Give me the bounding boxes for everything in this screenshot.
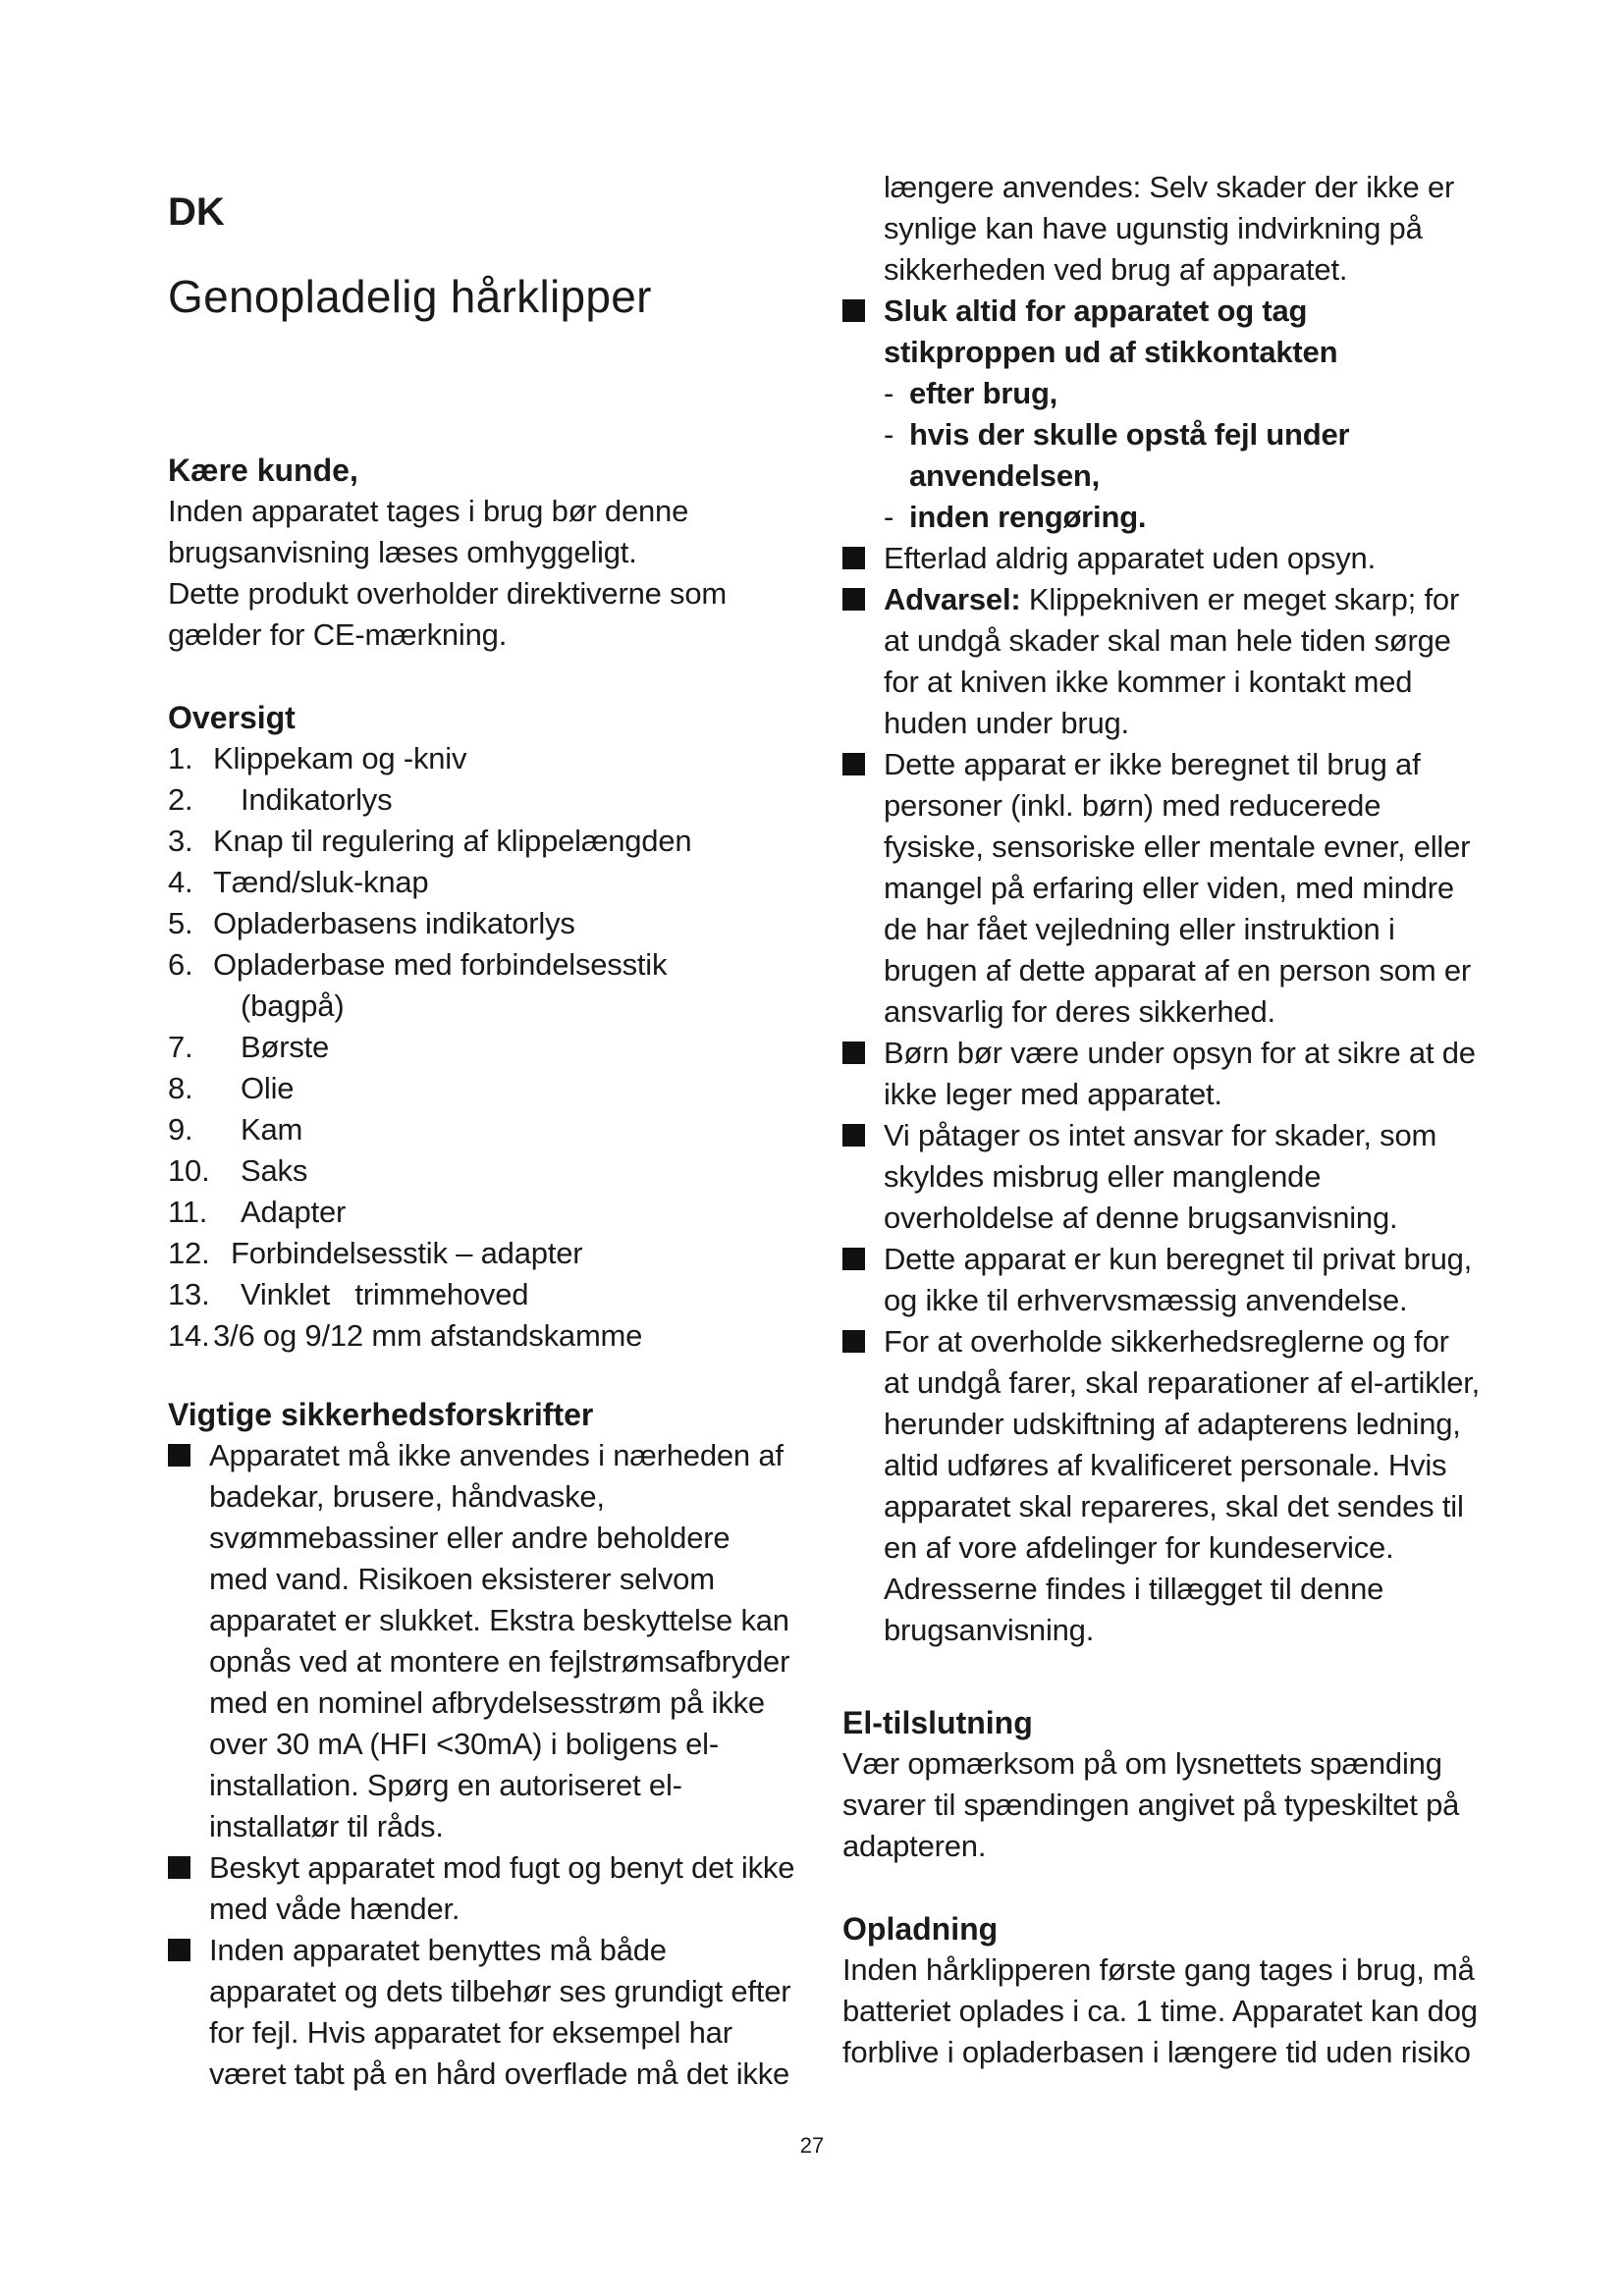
item-text: Kam [241,1112,303,1147]
item-text: Olie [241,1071,295,1105]
greeting-heading: Kære kunde, [168,453,358,488]
item-text: (bagpå) [241,988,345,1023]
bullet-item-unplug [842,291,1481,538]
list-item [168,1027,796,1068]
electrical-heading: El-tilslutning [842,1705,1033,1740]
right-column [842,167,1481,2073]
list-item [168,1233,796,1274]
page-number: 27 [799,2133,825,2158]
list-item [168,779,796,821]
item-number: 10. [168,1153,210,1188]
item-number: 7. [168,1030,193,1064]
greeting-paragraph: Inden apparatet tages i brug bør denne brugsanvisning læses omhyggeligt. [168,494,689,569]
electrical-section [842,1702,1481,1867]
bullet-item: Dette apparat er kun beregnet til privat brug, og ikke til erhvervsmæssig anvendelse. [842,1239,1481,1321]
bullet-item: Inden apparatet benyttes må både apparatet og dets tilbehør ses grundigt efter for fejl. Hvis apparatet for eksempel har været tabt på en hård overflade må det ikke [168,1930,796,2095]
item-text: 3/6 og 9/12 mm afstandskamme [213,1318,643,1353]
bullet-item: Beskyt apparatet mod fugt og benyt det ikke med våde hænder. [168,1847,796,1930]
bullet-item: Dette apparat er ikke beregnet til brug af personer (inkl. børn) med reducerede fysiske, sensoriske eller mentale evner, eller mangel på erfaring eller viden, med mindre de har fået vejledning eller instruktion i brugen af dette apparat af en person som er ansvarlig for deres sikkerhed. [842,744,1481,1033]
list-item [168,1068,796,1109]
safety-continuation: længere anvendes: Selv skader der ikke er synlige kan have ugunstig indvirkning på sikkerheden ved brug af apparatet. [884,170,1455,287]
item-number: 1. [168,741,193,775]
unplug-dash-list [884,373,1481,538]
item-text: Vinklet trimmehoved [241,1277,529,1311]
item-text: Børste [241,1030,330,1064]
safety-list-left [168,1435,796,2095]
charging-section [842,1908,1481,2073]
list-item [168,1109,796,1150]
list-item [168,1192,796,1233]
item-number: 4. [168,865,193,899]
item-number: 8. [168,1071,193,1105]
bullet-item: Apparatet må ikke anvendes i nærheden af badekar, brusere, håndvaske, svømmebassiner eller andre beholdere med vand. Risikoen eksisterer selvom apparatet er slukket. Ekstra beskyttelse kan opnås ved at montere en fejlstrømsafbryder med en nominel afbrydelsesstrøm på ikke over 30 mA (HFI <30mA) i boligens el-installation. Spørg en autoriseret el-installatør til råds. [168,1435,796,1847]
item-number: 14. [168,1318,210,1353]
overview-section [168,697,796,1357]
overview-heading: Oversigt [168,700,296,735]
left-column [168,167,796,2095]
list-item [168,1315,796,1357]
electrical-text: Vær opmærksom på om lysnettets spænding svarer til spændingen angivet på typeskiltet på adapteren. [842,1746,1460,1863]
greeting-section [168,450,796,656]
item-number: 5. [168,906,193,940]
item-number: 9. [168,1112,193,1147]
item-number: 2. [168,782,193,817]
item-number: 13. [168,1277,210,1311]
list-item [168,1150,796,1192]
list-item [168,738,796,779]
greeting-paragraph: Dette produkt overholder direktiverne som gælder for CE-mærkning. [168,576,728,652]
item-number: 6. [168,947,193,982]
item-number: 12. [168,1236,210,1270]
dash-item: - inden rengøring. [884,497,1481,538]
bullet-item-warning [842,579,1481,744]
bullet-item: Efterlad aldrig apparatet uden opsyn. [842,538,1481,579]
item-text: Opladerbasens indikatorlys [213,906,575,940]
item-text: Indikatorlys [241,782,393,817]
list-item [168,1274,796,1315]
list-item [168,821,796,862]
item-number: 3. [168,824,193,858]
safety-section [168,1394,796,2095]
charging-heading: Opladning [842,1911,999,1947]
list-item-continuation [168,986,796,1027]
bullet-item: Vi påtager os intet ansvar for skader, som skyldes misbrug eller manglende overholdelse af denne brugsanvisning. [842,1115,1481,1239]
dash-item: - hvis der skulle opstå fejl under anvendelsen, [884,414,1481,497]
safety-list-right [842,291,1481,1651]
list-item [168,862,796,903]
item-number: 11. [168,1195,208,1229]
item-text: Opladerbase med forbindelsesstik [213,947,668,982]
bullet-item: Børn bør være under opsyn for at sikre at de ikke leger med apparatet. [842,1033,1481,1115]
list-item [168,903,796,944]
item-text: Saks [241,1153,308,1188]
bullet-item: For at overholde sikkerhedsreglerne og for at undgå farer, skal reparationer af el-artikler, herunder udskiftning af adapterens ledning, altid udføres af kvalificeret personale. Hvis apparatet skal repareres, skal det sendes til en af vore afdelinger for kundeservice. Adresserne findes i tillægget til denne brugsanvisning. [842,1321,1481,1651]
charging-text: Inden hårklipperen første gang tages i brug, må batteriet oplades i ca. 1 time. Apparatet kan dog forblive i opladerbasen i længere tid uden risiko [842,1952,1478,2069]
item-text: Forbindelsesstik – adapter [231,1236,583,1270]
item-text: Adapter [241,1195,347,1229]
item-text: Tænd/sluk-knap [213,865,429,899]
page-title: Genopladelig hårklipper [168,271,652,322]
item-text: Klippekam og -kniv [213,741,467,775]
overview-list [168,738,796,1357]
list-item [168,944,796,986]
safety-heading: Vigtige sikkerhedsforskrifter [168,1397,594,1432]
language-code: DK [168,190,225,234]
item-text: Knap til regulering af klippelængden [213,824,692,858]
unplug-text: Sluk altid for apparatet og tag stikproppen ud af stikkontakten [884,294,1338,369]
warning-text: Klippekniven er meget skarp; for at undgå skader skal man hele tiden sørge for at kniven ikke kommer i kontakt med huden under brug. [884,582,1468,740]
warning-label: Advarsel: [884,582,1021,616]
dash-item: - efter brug, [884,373,1481,414]
